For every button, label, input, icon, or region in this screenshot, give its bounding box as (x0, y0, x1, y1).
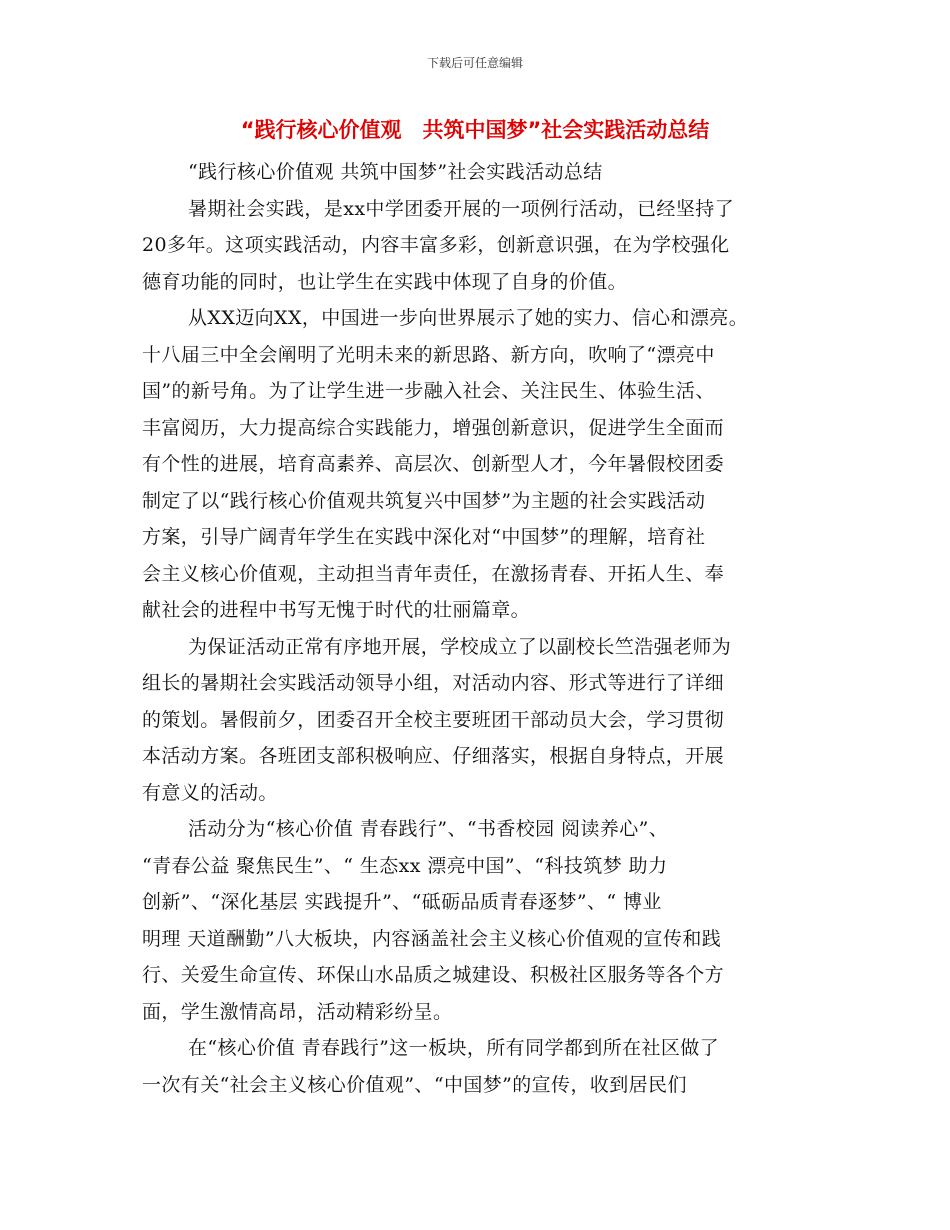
text-line: 会主义核心价值观，主动担当青年责任，在激扬青春、开拓人生、奉 (142, 562, 725, 585)
text-line: 德育功能的同时，也让学生在实践中体现了自身的价值。 (142, 270, 628, 293)
text-line: 从XX迈向XX，中国进一步向世界展示了她的实力、信心和漂亮。 (188, 307, 749, 329)
text-line: “践行核心价值观 共筑中国梦”社会实践活动总结 (188, 161, 603, 183)
text-line: 国”的新号角。为了让学生进一步融入社会、关注民生、体验生活、 (142, 380, 715, 402)
text-line: 本活动方案。各班团支部积极响应、仔细落实，根据自身特点，开展 (142, 745, 725, 767)
text-line: 明理 天道酬勤”八大板块，内容涵盖社会主义核心价值观的宣传和践 (142, 927, 722, 950)
text-line: 制定了以“践行核心价值观共筑复兴中国梦”为主题的社会实践活动 (142, 489, 706, 512)
text-line: 丰富阅历，大力提高综合实践能力，增强创新意识，促进学生全面而 (142, 416, 725, 439)
text-line: 有意义的活动。 (142, 781, 278, 804)
page-header: 下载后可任意编辑 (426, 56, 523, 70)
text-line: 的策划。暑假前夕，团委召开全校主要班团干部动员大会，学习贯彻 (142, 708, 725, 731)
text-line: 行、关爱生命宣传、环保山水品质之城建设、积极社区服务等各个方 (142, 964, 725, 986)
text-line: 献社会的进程中书写无愧于时代的壮丽篇章。 (142, 599, 531, 621)
text-line: 十八届三中全会阐明了光明未来的新思路、新方向，吹响了“漂亮中 (142, 343, 715, 366)
text-line: 为保证活动正常有序地开展，学校成立了以副校长竺浩强老师为 (188, 635, 732, 658)
document-title: “践行核心价值观 共筑中国梦”社会实践活动总结 (240, 118, 710, 142)
text-line: 创新”、“深化基层 实践提升”、“砥砺品质青春逐梦”、“ 博业 (142, 891, 662, 913)
text-line: 一次有关“社会主义核心价值观”、“中国梦”的宣传，收到居民们 (142, 1073, 687, 1096)
text-line: 有个性的进展，培育高素养、高层次、创新型人才，今年暑假校团委 (142, 453, 725, 475)
text-line: 在“核心价值 青春践行”这一板块，所有同学都到所在社区做了 (188, 1037, 720, 1059)
text-line: “青春公益 聚焦民生”、“ 生态xx 漂亮中国”、“科技筑梦 助力 (142, 854, 668, 877)
document-body (142, 154, 806, 1103)
text-line: 活动分为“核心价值 青春践行”、“书香校园 阅读养心”、 (188, 818, 669, 840)
text-line: 20多年。这项实践活动，内容丰富多彩，创新意识强，在为学校强化 (142, 234, 730, 256)
text-line: 方案，引导广阔青年学生在实践中深化对“中国梦”的理解，培育社 (142, 526, 706, 548)
text-line: 组长的暑期社会实践活动领导小组，对活动内容、形式等进行了详细 (142, 672, 725, 694)
text-line: 暑期社会实践，是xx中学团委开展的一项例行活动，已经坚持了 (188, 197, 735, 220)
text-line: 面，学生激情高昂，活动精彩纷呈。 (142, 1000, 453, 1023)
